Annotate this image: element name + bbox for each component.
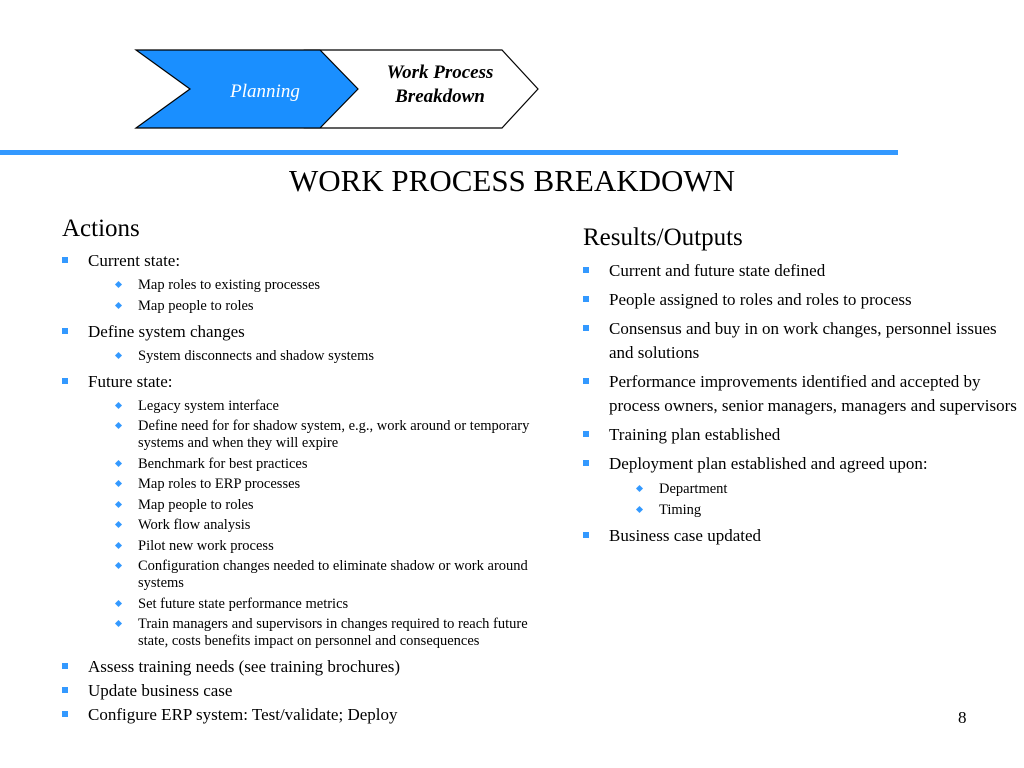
sub-list-item-text: Benchmark for best practices bbox=[138, 455, 308, 472]
results-list bbox=[583, 259, 1023, 548]
square-bullet-icon bbox=[583, 325, 589, 331]
diamond-bullet-icon bbox=[115, 599, 122, 606]
list-item bbox=[62, 655, 542, 679]
diamond-bullet-icon bbox=[115, 500, 122, 507]
sub-list-item-text: Train managers and supervisors in changes required to reach future state, costs benefits impact on personnel and consequences bbox=[138, 616, 528, 649]
chevron-work-process-label bbox=[355, 61, 525, 109]
list-item-text: Configure ERP system: Test/validate; Deploy bbox=[88, 705, 398, 724]
chevron-planning-label: Planning bbox=[230, 81, 300, 102]
sub-list-item bbox=[62, 298, 542, 315]
sub-list bbox=[583, 481, 1023, 519]
sub-list-item-text: Pilot new work process bbox=[138, 537, 274, 554]
diamond-bullet-icon bbox=[115, 301, 122, 308]
diamond-bullet-icon bbox=[115, 459, 122, 466]
sub-list-item bbox=[583, 502, 1023, 519]
header-divider bbox=[0, 150, 898, 155]
sub-list-item bbox=[62, 616, 542, 650]
chevron-work-process-line1: Work Process bbox=[386, 62, 494, 83]
square-bullet-icon bbox=[583, 296, 589, 302]
list-item-text: Update business case bbox=[88, 681, 233, 700]
list-item bbox=[62, 249, 542, 273]
sub-list-item bbox=[62, 517, 542, 534]
diamond-bullet-icon bbox=[115, 562, 122, 569]
square-bullet-icon bbox=[583, 267, 589, 273]
square-bullet-icon bbox=[62, 328, 68, 334]
sub-list-item-text: System disconnects and shadow systems bbox=[138, 347, 375, 364]
sub-list-item-text: Set future state performance metrics bbox=[138, 595, 349, 612]
square-bullet-icon bbox=[62, 257, 68, 263]
sub-list-item bbox=[62, 456, 542, 473]
diamond-bullet-icon bbox=[115, 281, 122, 288]
sub-list-item-text: Department bbox=[659, 481, 728, 497]
list-item-text: Define system changes bbox=[88, 321, 245, 341]
list-item bbox=[583, 370, 1023, 418]
sub-list bbox=[62, 398, 542, 651]
list-item bbox=[583, 288, 1023, 312]
sub-list-item bbox=[62, 277, 542, 294]
square-bullet-icon bbox=[583, 460, 589, 466]
square-bullet-icon bbox=[62, 378, 68, 384]
results-heading: Results/Outputs bbox=[583, 224, 743, 251]
square-bullet-icon bbox=[583, 532, 589, 538]
list-item bbox=[62, 370, 542, 394]
sub-list-item bbox=[62, 398, 542, 415]
sub-list-item-text: Configuration changes needed to eliminate shadow or work around systems bbox=[138, 558, 528, 591]
sub-list-item-text: Map people to roles bbox=[138, 297, 254, 314]
list-item bbox=[62, 703, 542, 727]
list-item-text: Future state: bbox=[88, 371, 173, 391]
sub-list-item-text: Timing bbox=[659, 501, 702, 518]
diamond-bullet-icon bbox=[115, 521, 122, 528]
diamond-bullet-icon bbox=[115, 351, 122, 358]
list-item bbox=[583, 423, 1023, 447]
diamond-bullet-icon bbox=[636, 485, 643, 492]
sub-list-item-text: Map roles to ERP processes bbox=[138, 476, 301, 492]
sub-list-item bbox=[62, 538, 542, 555]
list-item-text: Current and future state defined bbox=[609, 261, 826, 280]
square-bullet-icon bbox=[583, 378, 589, 384]
sub-list-item bbox=[62, 497, 542, 514]
sub-list bbox=[62, 348, 542, 365]
diamond-bullet-icon bbox=[636, 505, 643, 512]
list-item-text: Training plan established bbox=[609, 425, 781, 444]
sub-list-item bbox=[62, 418, 542, 452]
diamond-bullet-icon bbox=[115, 480, 122, 487]
list-item-text: Performance improvements identified and accepted by process owners, senior managers, managers and supervisors bbox=[609, 372, 1017, 415]
sub-list-item-text: Map people to roles bbox=[138, 496, 254, 513]
list-item-text: People assigned to roles and roles to process bbox=[609, 290, 912, 309]
sub-list-item bbox=[62, 476, 542, 493]
list-item-text: Business case updated bbox=[609, 525, 762, 545]
list-item bbox=[62, 320, 542, 344]
list-item bbox=[583, 317, 1023, 365]
sub-list-item-text: Legacy system interface bbox=[138, 397, 279, 414]
actions-list bbox=[62, 249, 542, 727]
page-title: WORK PROCESS BREAKDOWN bbox=[288, 163, 736, 198]
sub-list-item-text: Define need for for shadow system, e.g., work around or temporary systems and when they will expire bbox=[138, 418, 530, 451]
diamond-bullet-icon bbox=[115, 422, 122, 429]
diamond-bullet-icon bbox=[115, 401, 122, 408]
list-item bbox=[583, 524, 1023, 548]
sub-list-item bbox=[62, 558, 542, 592]
square-bullet-icon bbox=[62, 687, 68, 693]
list-item bbox=[583, 452, 1023, 476]
list-item bbox=[62, 679, 542, 703]
square-bullet-icon bbox=[62, 663, 68, 669]
square-bullet-icon bbox=[583, 431, 589, 437]
square-bullet-icon bbox=[62, 711, 68, 717]
list-item-text: Assess training needs (see training brochures) bbox=[88, 657, 401, 676]
diamond-bullet-icon bbox=[115, 620, 122, 627]
sub-list-item bbox=[62, 348, 542, 365]
diamond-bullet-icon bbox=[115, 541, 122, 548]
list-item-text: Deployment plan established and agreed upon: bbox=[609, 454, 928, 473]
sub-list-item bbox=[583, 481, 1023, 498]
page-number: 8 bbox=[958, 708, 967, 727]
actions-heading: Actions bbox=[62, 215, 140, 242]
sub-list-item-text: Map roles to existing processes bbox=[138, 277, 321, 293]
sub-list-item bbox=[62, 596, 542, 613]
list-item bbox=[583, 259, 1023, 283]
list-item-text: Consensus and buy in on work changes, personnel issues and solutions bbox=[609, 319, 997, 362]
sub-list bbox=[62, 277, 542, 315]
list-item-text: Current state: bbox=[88, 251, 181, 270]
chevron-work-process-line2: Breakdown bbox=[395, 86, 485, 107]
sub-list-item-text: Work flow analysis bbox=[138, 517, 251, 533]
